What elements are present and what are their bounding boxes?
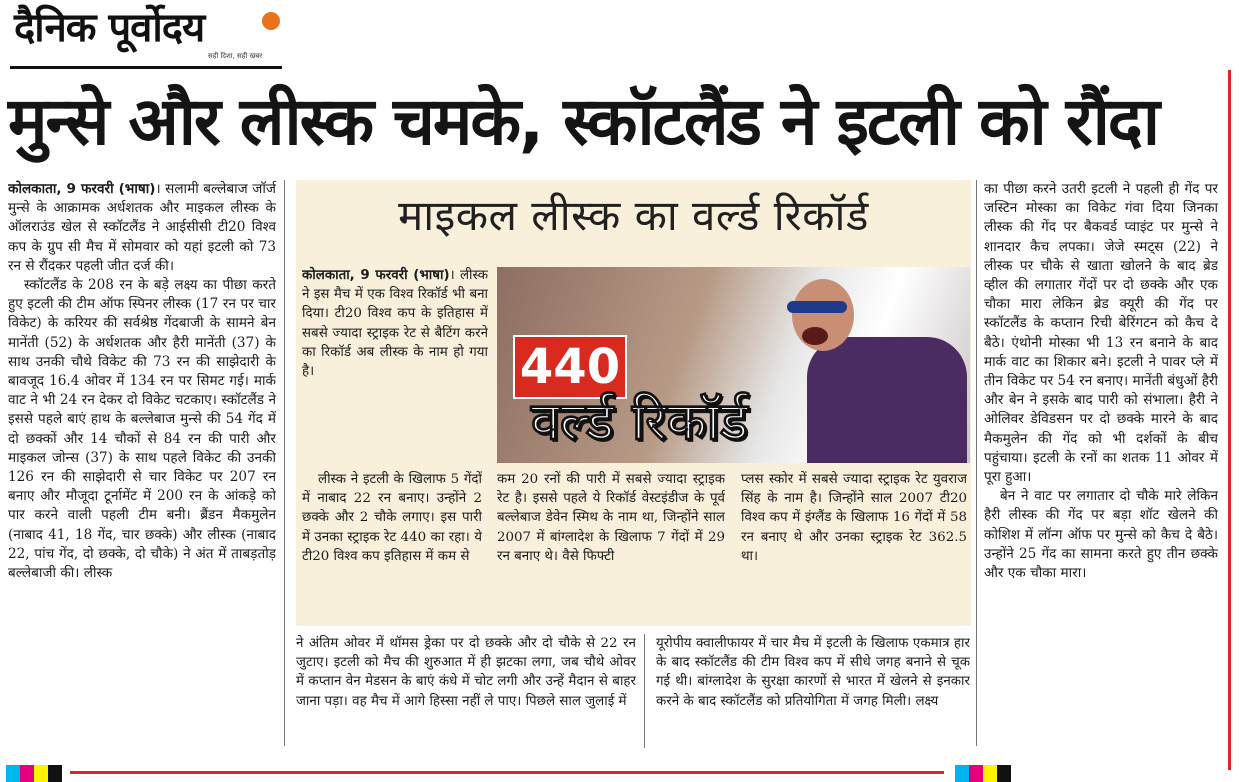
registration-black-right (997, 765, 1011, 782)
column-divider (284, 180, 285, 746)
right-red-rule (1228, 70, 1231, 770)
box-paragraph-3: कम 20 रनों की पारी में सबसे ज्यादा स्ट्राइक रेट है। इससे पहले ये रिकॉर्ड वेस्टइंडीज के पूर्व बल्लेबाज डेवेन स्मिथ के नाम था, जिन्होंने साल 2007 में बांग्लादेश के खिलाफ 7 गेंदों में 29 रन बनाए थे। वैसे फिफ्टी (497, 472, 725, 564)
page-headline: मुन्से और लीस्क चमके, स्कॉटलैंड ने इटली को रौंदा (8, 83, 1158, 160)
bottom-left-text: ने अंतिम ओवर में थॉमस ड्रेका पर दो छक्के और दो चौके से 22 रन जुटाए। इटली को मैच की शुरुआत में ही झटका लगा, जब चौथे ओवर में कप्तान वेन मेडसन के बाएं कंधे में चोट लगी और उन्हें मैदान से बाहर जाना पड़ा। वह मैच में आगे हिस्सा नहीं ले पाए। पिछले साल जुलाई में (296, 636, 636, 709)
masthead-rule (10, 66, 282, 69)
box-text-1: । लीस्क ने इस मैच में एक विश्व रिकॉर्ड भी बना दिया। टी20 विश्व कप के इतिहास में सबसे ज्यादा स्ट्राइक रेट से बैटिंग करने का रिकॉर्ड अब लीस्क के नाम हो गया है। (302, 268, 488, 380)
box-column-a2 (302, 470, 482, 620)
box-dateline: कोलकाता, 9 फरवरी (भाषा) (302, 268, 450, 283)
dateline: कोलकाता, 9 फरवरी (भाषा) (8, 181, 156, 197)
bottom-column-left (296, 634, 636, 748)
box-paragraph-2: लीस्क ने इटली के खिलाफ 5 गेंदों में नाबाद 22 रन बनाए। उन्होंने 2 छक्के और 2 चौके लगाए। इस पारी में उनका स्ट्राइक रेट 440 का रहा। ये टी20 विश्व कप इतिहास में कम से (302, 472, 482, 564)
masthead-tagline: सही दिशा, सही खबर (208, 52, 263, 60)
bottom-right-text: यूरोपीय क्वालीफायर में चार मैच में इटली के खिलाफ एकमात्र हार के बाद स्कॉटलैंड की टीम विश्व कप में सीधे जगह बनाने से चूक गई थी। बांग्लादेश के सुरक्षा कारणों से भारत में खेलने से इनकार करने के बाद स्कॉटलैंड को प्रतियोगिता में जगह मिली। लक्ष्य (656, 636, 970, 709)
box-column-b (497, 470, 725, 620)
masthead-logo: दैनिक पूर्वोदय (14, 5, 205, 51)
registration-cyan (6, 765, 20, 782)
logo-sun-icon (262, 12, 280, 30)
sunglasses-icon (787, 301, 847, 313)
box-paragraph-1 (302, 266, 488, 381)
registration-magenta-right (969, 765, 983, 782)
record-badge: 440 (513, 335, 627, 399)
registration-magenta (20, 765, 34, 782)
box-column-a (302, 266, 488, 464)
record-caption: वर्ल्ड रिकॉर्ड (531, 392, 748, 452)
player-mouth (802, 327, 828, 345)
player-photo (497, 267, 970, 463)
column4-paragraph-2: बेन ने वाट पर लगातार दो चौके मारे लेकिन हैरी लीस्क की गेंद पर बड़ा शॉट खेलने की कोशिश में लॉन्ग ऑफ पर मुन्से को कैच दे बैठे। उन्होंने 25 गेंद का सामना करते हुए तीन छक्के और एक चौका मारा। (984, 488, 1218, 582)
article-column-4 (984, 180, 1218, 746)
registration-cyan-right (955, 765, 969, 782)
column-divider (976, 180, 977, 746)
box-paragraph-4: प्लस स्कोर में सबसे ज्यादा स्ट्राइक रेट युवराज सिंह के नाम है। जिन्होंने साल 2007 टी20 विश्व कप में इंग्लैंड के खिलाफ 16 गेंदों में 58 रन बनाए थे और उनका स्ट्राइक रेट 362.5 था। (741, 472, 967, 564)
registration-yellow-right (983, 765, 997, 782)
registration-yellow (34, 765, 48, 782)
column4-paragraph-1: का पीछा करने उतरी इटली ने पहली ही गेंद पर जस्टिन मोस्का का विकेट गंवा दिया जिनका लीस्क की गेंद पर बैकवर्ड प्वाइंट पर मुन्से ने शानदार कैच लपका। जेजे स्मट्स (22) ने लीस्क पर चौके से खाता खोलने के बाद ब्रेड व्हील की लगातार गेंदों पर दो छक्के और एक चौका मारा लेकिन ब्रेड क्यूरी की गेंद पर स्कॉटलैंड के कप्तान रिची बेरिंगटन को कैच दे बैठे। एंथोनी मोस्का भी 13 रन बनाने के बाद मार्क वाट का शिकार बने। इटली ने पावर प्ले में तीन विकेट पर 54 रन बनाए। मानेंती बंधुओं हैरी और बेन ने इसके बाद पारी को संभाला। हैरी ने ओलिवर डेविडसन पर दो छक्के मारने के बाद मैकमुलेन की गेंद को भी दर्शकों के बीच पहुंचाया। इटली के रनों का शतक 11 ओवर में पूरा हुआ। (984, 181, 1218, 486)
bottom-column-right (656, 634, 970, 748)
column1-paragraph-1 (8, 180, 276, 276)
column1-text-1: । सलामी बल्लेबाज जॉर्ज मुन्से के आक्रामक अर्धशतक और माइकल लीस्क के ऑलराउंड खेल से स्कॉटलैंड ने आईसीसी टी20 विश्व कप के ग्रुप सी मैच में सोमवार को यहां इटली को 73 रन से रौंदकर पहली जीत दर्ज की। (8, 181, 276, 274)
column-divider (644, 634, 645, 748)
box-column-c (741, 470, 967, 620)
registration-black (48, 765, 62, 782)
column1-paragraph-2: स्कॉटलैंड के 208 रन के बड़े लक्ष्य का पीछा करते हुए इटली की टीम ऑफ स्पिनर लीस्क (17 रन पर चार विकेट) के करियर की सर्वश्रेष्ठ गेंदबाजी के सामने बेन मानेंती (52) के अर्धशतक और हैरी मानेंती (37) के साथ उनकी चौथे विकेट की 73 रन की साझेदारी के बावजूद 16.4 ओवर में 134 रन पर सिमट गई। मार्क वाट ने भी 24 रन देकर दो विकेट चटकाए। स्कॉटलैंड ने इससे पहले बाएं हाथ के बल्लेबाज मुन्से की 54 गेंद में दो छक्कों और 14 चौकों से 84 रन की पारी और माइकल जोन्स (37) के साथ पहले विकेट की उनकी 126 रन की साझेदारी से चार विकेट पर 207 रन बनाए और मौजूदा टूर्नामेंट में 200 रन के आंकड़े को पार करने वाली पहली टीम बनी। ब्रैंडन मैकमुलेन (नाबाद 41, 18 गेंद, चार छक्के) और लीस्क (नाबाद 22, पांच गेंद, दो छक्के, दो चौके) ने अंत में ताबड़तोड़ बल्लेबाजी की। लीस्क (8, 277, 276, 582)
player-figure (807, 337, 967, 463)
box-title: माइकल लीस्क का वर्ल्ड रिकॉर्ड (398, 191, 869, 240)
footer-red-rule (70, 771, 944, 774)
article-column-1 (8, 180, 276, 746)
